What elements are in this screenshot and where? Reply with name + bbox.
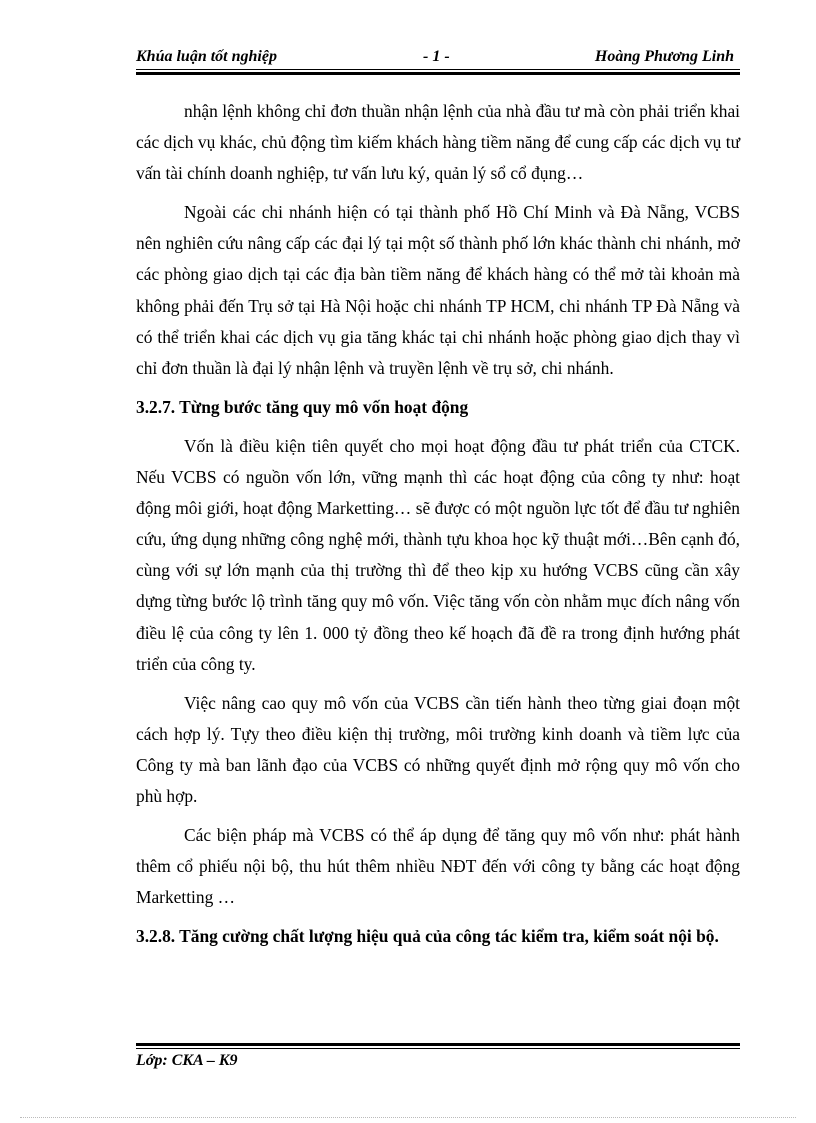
section-heading-327: 3.2.7. Từng bước tăng quy mô vốn hoạt động [136, 396, 469, 417]
page-number: - 1 - [423, 48, 450, 65]
paragraph-branches: Ngoài các chi nhánh hiện có tại thành phố Hồ Chí Minh và Đà Nẵng, VCBS nên nghiên cứu nâng cấp các đại lý tại một số thành phố lớn khác thành chi nhánh, mở các phòng giao dịch tại các địa bàn tiềm năng để khách hàng có thể mở tài khoản mà không phải đến Trụ sở tại Hà Nội hoặc chi nhánh TP HCM, chi nhánh TP Đà Nẵng và có thể triển khai các dịch vụ gia tăng khác tại chi nhánh hoặc phòng giao dịch thay vì chỉ đơn thuần là đại lý nhận lệnh và truyền lệnh về trụ sở, chi nhánh. [136, 202, 740, 378]
page-header [136, 48, 740, 70]
header-author: Hoàng Phương Linh [594, 48, 734, 65]
section-heading-328: 3.2.8. Tăng cường chất lượng hiệu quả của công tác kiểm tra, kiểm soát nội bộ. [136, 926, 719, 947]
paragraph-capital-1: Vốn là điều kiện tiên quyết cho mọi hoạt động đầu tư phát triển của CTCK. Nếu VCBS có nguồn vốn lớn, vững mạnh thì các hoạt động của công ty như: hoạt động môi giới, hoạt động Marketting… sẽ được có một nguồn lực tốt để đầu tư nghiên cứu, ứng dụng những công nghệ mới, thành tựu khoa học kỹ thuật mới…Bên cạnh đó, cùng với sự lớn mạnh của thị trường thì để theo kịp xu hướng VCBS cũng cần xây dựng từng bước lộ trình tăng quy mô vốn. Việc tăng vốn còn nhằm mục đích nâng vốn điều lệ của công ty lên 1. 000 tỷ đồng theo kế hoạch đã đề ra trong định hướng phát triển của công ty. [136, 435, 740, 674]
footer-rule-thick [136, 1043, 740, 1046]
paragraph-capital-3: Các biện pháp mà VCBS có thể áp dụng để tăng quy mô vốn như: phát hành thêm cổ phiếu nội bộ, thu hút thêm nhiều NĐT đến với công ty bằng các hoạt động Marketting … [136, 825, 740, 908]
paragraph-continuation: nhận lệnh không chỉ đơn thuần nhận lệnh của nhà đầu tư mà còn phải triển khai các dịch vụ khác, chủ động tìm kiếm khách hàng tiềm năng để cung cấp các dịch vụ tư vấn tài chính doanh nghiệp, tư vấn lưu ký, quản lý sổ cổ đụng… [136, 101, 740, 184]
header-rule-thick [136, 72, 740, 75]
header-rule-thin [136, 69, 740, 70]
header-title: Khúa luận tốt nghiệp [136, 48, 277, 65]
footer-class-label: Lớp: CKA – K9 [136, 1052, 238, 1069]
page-bottom-edge [20, 1117, 796, 1118]
document-body [136, 96, 740, 960]
footer-rule-thin [136, 1048, 740, 1049]
paragraph-capital-2: Việc nâng cao quy mô vốn của VCBS cần tiến hành theo từng giai đoạn một cách hợp lý. Tựy theo điều kiện thị trường, môi trường kinh doanh và tiềm lực của Công ty mà ban lãnh đạo của VCBS có những quyết định mở rộng quy mô vốn cho phù hợp. [136, 692, 740, 806]
